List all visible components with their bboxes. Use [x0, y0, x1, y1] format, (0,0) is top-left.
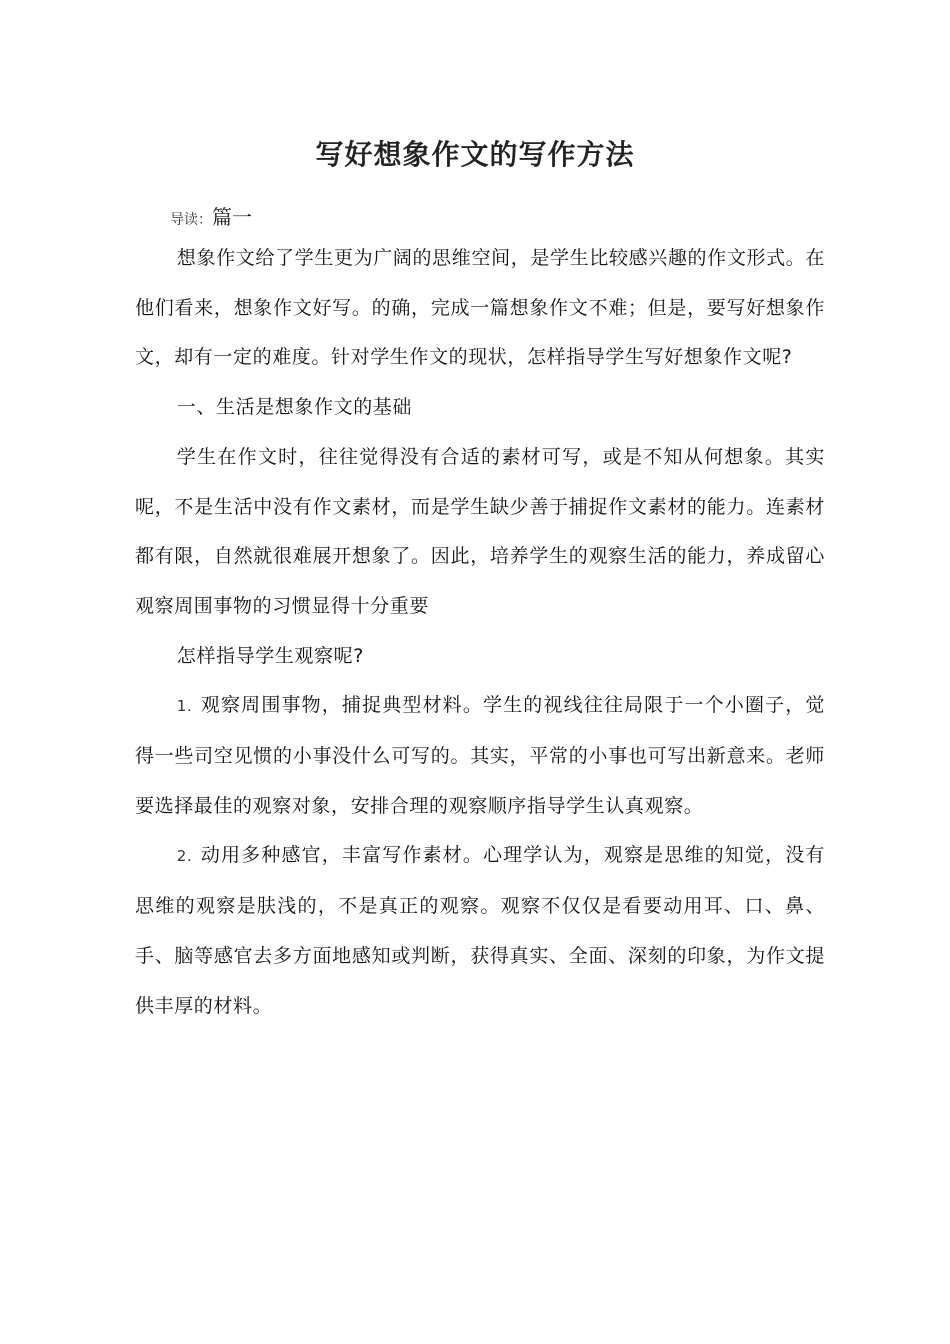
- intro-value: 篇一: [212, 205, 252, 229]
- intro-line: [170, 203, 252, 234]
- document-body: [135, 234, 825, 1031]
- item-text: 观察周围事物，捕捉典型材料。学生的视线往往局限于一个小圈子，觉得一些司空见惯的小事没什么可写的。其实，平常的小事也可写出新意来。老师要选择最佳的观察对象，安排合理的观察顺序指导学生认真观察。: [135, 694, 825, 817]
- item-number: 2.: [176, 847, 193, 866]
- item-number: 1.: [176, 697, 193, 716]
- section-heading: 一、生活是想象作文的基础: [176, 396, 412, 419]
- paragraph-intro: 想象作文给了学生更为广阔的思维空间，是学生比较感兴趣的作文形式。在他们看来，想象作文好写。的确，完成一篇想象作文不难；但是，要写好想象作文，却有一定的难度。针对学生作文的现状，怎样指导学生写好想象作文呢?: [135, 247, 825, 369]
- numbered-item-2: [135, 831, 825, 1031]
- document-title: 写好想象作文的写作方法: [315, 137, 635, 171]
- intro-label: 导读：: [170, 212, 212, 228]
- paragraph-life-basis: 学生在作文时，往往觉得没有合适的素材可写，或是不知从何想象。其实呢，不是生活中没有作文素材，而是学生缺少善于捕捉作文素材的能力。连素材都有限，自然就很难展开想象了。因此，培养学生的观察生活的能力，养成留心观察周围事物的习惯显得十分重要: [135, 445, 825, 617]
- item-text: 动用多种感官，丰富写作素材。心理学认为，观察是思维的知觉，没有思维的观察是肤浅的，不是真正的观察。观察不仅仅是看要动用耳、口、鼻、手、脑等感官去多方面地感知或判断，获得真实、全面、深刻的印象，为作文提供丰厚的材料。: [135, 844, 825, 1017]
- numbered-item-1: [135, 681, 825, 831]
- paragraph-question: 怎样指导学生观察呢?: [176, 644, 364, 667]
